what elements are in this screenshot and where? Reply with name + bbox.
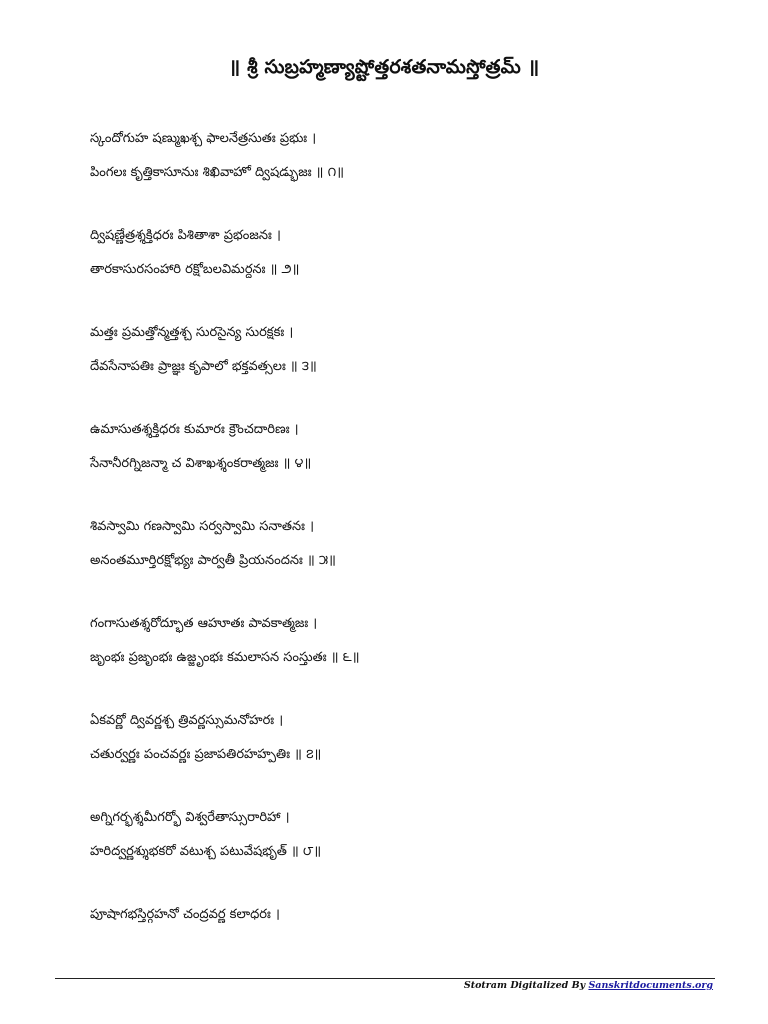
verse-line: ఉమాసుతశ్శక్తిధరః కుమారః క్రౌంచదారిణః ।	[90, 422, 299, 437]
verse-6	[90, 607, 730, 704]
verse-line: అనంతమూర్తిరక్షోభ్యః పార్వతీ ప్రియనందనః ॥ ౫॥	[90, 553, 336, 568]
verse-line: పూషాగభస్తిర్గహనో చంద్రవర్ణ కలాధరః ।	[90, 907, 280, 922]
verse-line: ఏకవర్ణో ద్వివర్ణశ్చ త్రివర్ణస్సుమనోహరః ।	[90, 713, 284, 728]
verse-line: అగ్నిగర్భశ్శమీగర్భో విశ్వరేతాస్సురారిహా ।	[90, 810, 290, 825]
verse-line: చతుర్వర్ణః పంచవర్ణః ప్రజాపతిరహహ్పతిః ॥ ౭॥	[90, 747, 322, 762]
verse-3	[90, 316, 730, 413]
verse-1	[90, 122, 730, 219]
footer-link[interactable]: Sanskritdocuments.org	[588, 980, 713, 991]
verse-8	[90, 801, 730, 898]
verse-line: జృంభః ప్రజృంభః ఉజ్జృంభః కమలాసన సంస్తుతః ॥ ౬॥	[90, 650, 360, 665]
verse-line: తారకాసురసంహారి రక్షోబలవిమర్దనః ॥ ౨॥	[90, 262, 300, 277]
verse-5	[90, 510, 730, 607]
verse-line: దేవసేనాపతిః ప్రాజ్ఞః కృపాలో భక్తవత్సలః ॥ ౩॥	[90, 359, 317, 374]
verse-7	[90, 704, 730, 801]
verse-line: ద్విషణ్ణేత్రశ్శక్తిధరః పిశితాశా ప్రభంజనః ।	[90, 228, 281, 243]
document-title: ॥ శ్రీ సుబ్రహ్మణ్యాష్టోత్తరశతనామస్తోత్రమ్ ॥	[228, 56, 540, 78]
verse-2	[90, 219, 730, 316]
verse-line: సేనానీరగ్నిజన్మా చ విశాఖశ్శంకరాత్మజః ॥ ౪॥	[90, 456, 312, 471]
verse-list	[90, 122, 730, 995]
verse-line: పింగలః కృత్తికాసూనుః శిఖివాహో ద్విషడ్భుజః ॥ ౧॥	[90, 165, 345, 180]
verse-line: మత్తః ప్రమత్తోన్మత్తశ్చ సురసైన్య సురక్షకః ।	[90, 325, 294, 340]
footer-divider	[55, 978, 715, 979]
footer-credit	[464, 980, 713, 991]
verse-line: గంగాసుతశ్శరోద్భూత ఆహూతః పావకాత్మజః ।	[90, 616, 318, 631]
footer-prefix: Stotram Digitalized By	[463, 980, 589, 991]
verse-line	[90, 932, 730, 966]
verse-line: స్కందోగుహ షణ్ముఖశ్చ ఫాలనేత్రసుతః ప్రభుః ।	[90, 131, 317, 146]
verse-line: శివస్వామి గణస్వామి సర్వస్వామి సనాతనః ।	[90, 519, 315, 534]
verse-4	[90, 413, 730, 510]
verse-line: హరిద్వర్ణశ్శుభకరో వటుశ్చ పటువేషభృత్ ॥ ౮॥	[90, 844, 322, 859]
